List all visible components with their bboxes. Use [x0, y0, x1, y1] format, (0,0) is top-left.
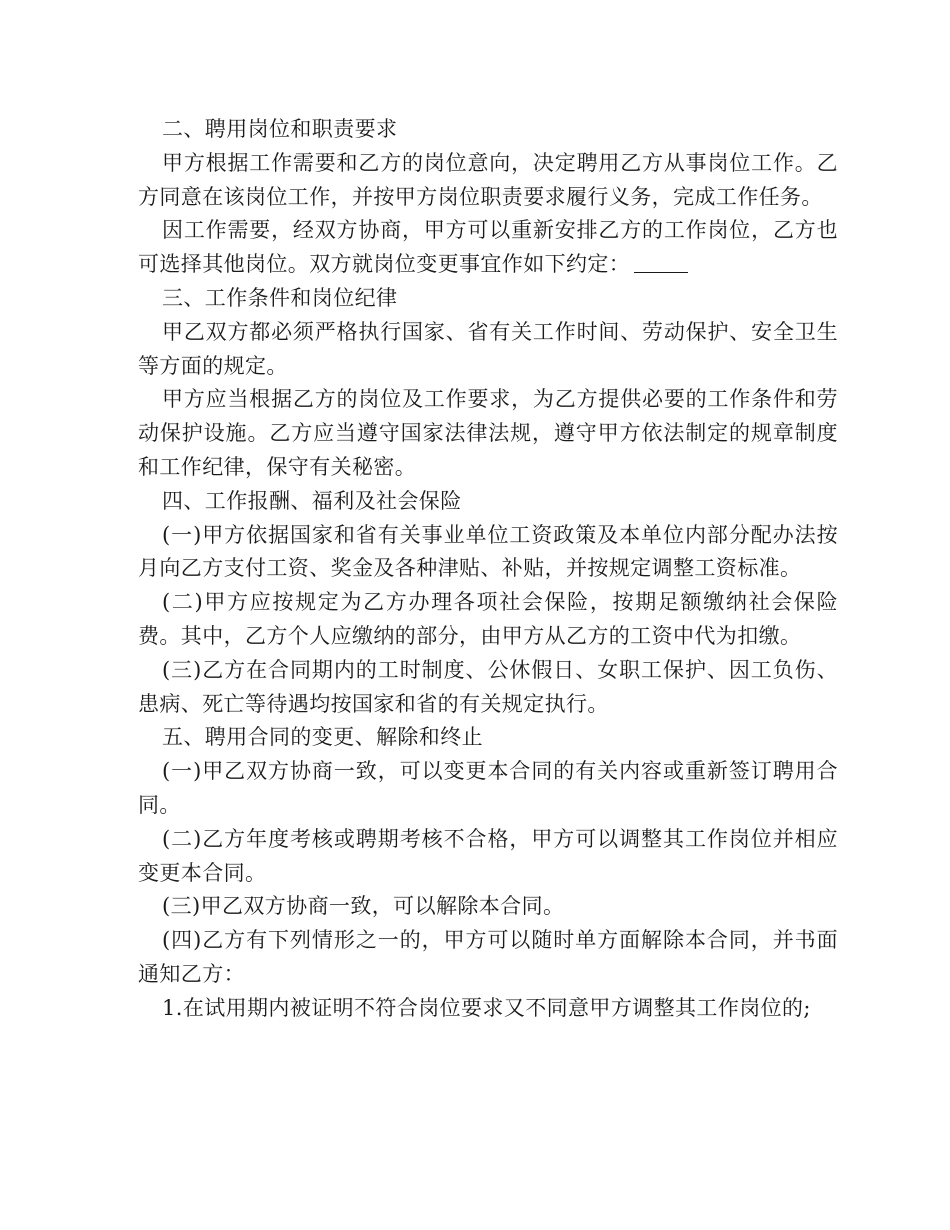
- paragraph-text: 因工作需要，经双方协商，甲方可以重新安排乙方的工作岗位，乙方也可选择其他岗位。双方就岗位变更事宜作如下约定：: [138, 218, 838, 277]
- section-heading-3: 三、工作条件和岗位纪律: [162, 285, 398, 310]
- paragraph: 甲方根据工作需要和乙方的岗位意向，决定聘用乙方从事岗位工作。乙方同意在该岗位工作，并按甲方岗位职责要求履行义务，完成工作任务。: [138, 150, 838, 209]
- document-body: [138, 113, 838, 1026]
- section-heading-5: 五、聘用合同的变更、解除和终止: [162, 725, 483, 750]
- paragraph: (一)甲乙双方协商一致，可以变更本合同的有关内容或重新签订聘用合同。: [138, 759, 838, 817]
- section-heading-2: 二、聘用岗位和职责要求: [162, 117, 398, 141]
- paragraph: (四)乙方有下列情形之一的，甲方可以随时单方面解除本合同，并书面通知乙方：: [138, 928, 838, 986]
- paragraph: (三)乙方在合同期内的工时制度、公休假日、女职工保护、因工负伤、患病、死亡等待遇均按国家和省的有关规定执行。: [138, 657, 838, 716]
- paragraph: (二)甲方应按规定为乙方办理各项社会保险，按期足额缴纳社会保险费。其中，乙方个人应缴纳的部分，由甲方从乙方的工资中代为扣缴。: [138, 590, 838, 648]
- paragraph: 甲方应当根据乙方的岗位及工作要求，为乙方提供必要的工作条件和劳动保护设施。乙方应当遵守国家法律法规，遵守甲方依法制定的规章制度和工作纪律，保守有关秘密。: [138, 387, 838, 479]
- paragraph-with-blank: [138, 214, 838, 282]
- section-heading-4: 四、工作报酬、福利及社会保险: [162, 488, 462, 513]
- paragraph: (一)甲方依据国家和省有关事业单位工资政策及本单位内部分配办法按月向乙方支付工资、奖金及各种津贴、补贴，并按规定调整工资标准。: [138, 522, 838, 581]
- fill-in-blank: [634, 252, 688, 273]
- paragraph: (三)甲乙双方协商一致，可以解除本合同。: [162, 894, 565, 919]
- paragraph: (二)乙方年度考核或聘期考核不合格，甲方可以调整其工作岗位并相应变更本合同。: [138, 826, 838, 885]
- paragraph: 甲乙双方都必须严格执行国家、省有关工作时间、劳动保护、安全卫生等方面的规定。: [138, 319, 838, 378]
- paragraph: 1.在试用期内被证明不符合岗位要求又不同意甲方调整其工作岗位的;: [162, 995, 811, 1020]
